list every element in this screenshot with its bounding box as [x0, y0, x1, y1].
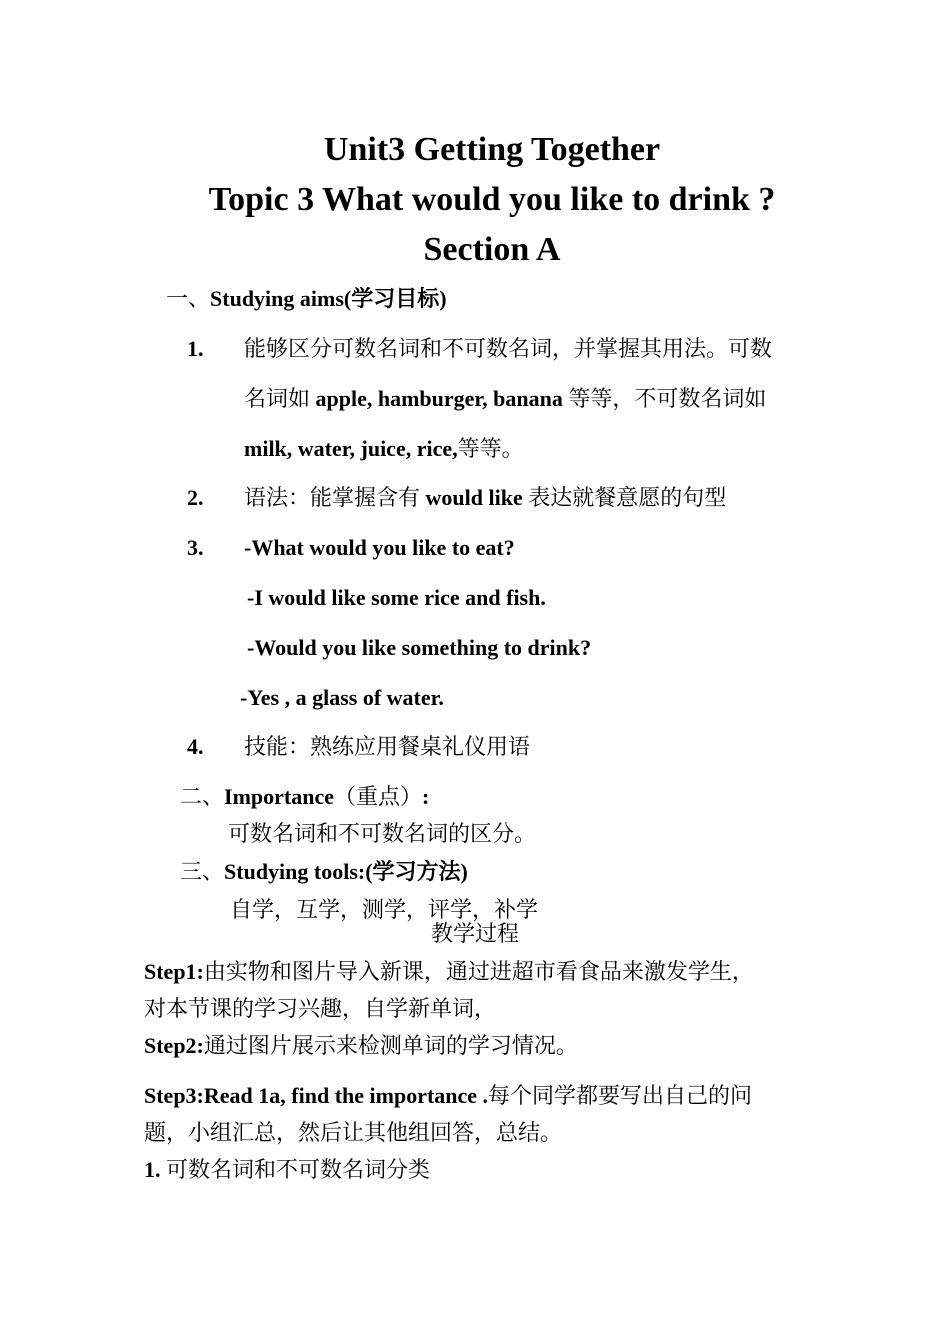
step3-line-2: 题，小组汇总，然后让其他组回答，总结。	[144, 1120, 563, 1145]
aim-1-line-3	[244, 435, 524, 463]
step3-en: Read 1a, find the importance .	[203, 1083, 489, 1108]
aim-2-text	[244, 484, 726, 512]
aims-heading-en: Studying aims	[210, 286, 344, 311]
step1-line-2: 对本节课的学习兴趣，自学新单词，	[144, 996, 497, 1021]
step3-cn: 每个同学都要写出自己的问	[488, 1083, 753, 1108]
step2-line	[144, 1032, 578, 1060]
aims-prefix: 一、	[166, 286, 211, 311]
importance-colon: :	[422, 784, 430, 809]
aims-heading-cn: (学习目标)	[343, 286, 447, 311]
aim-1-line-3-cn: 等等。	[457, 436, 524, 461]
aim-4-number: 4.	[187, 734, 204, 759]
tools-en: Studying tools:	[224, 859, 366, 884]
importance-cn: （重点）	[334, 784, 423, 809]
aim-1-number: 1.	[187, 336, 204, 361]
step3-label: Step3:	[144, 1083, 204, 1108]
aim-4-text: 技能：熟练应用餐桌礼仪用语	[244, 734, 531, 759]
step1-label: Step1:	[144, 959, 204, 984]
aim-2-would-like: would like	[425, 485, 523, 510]
importance-heading	[180, 783, 429, 811]
dialog-line-2: -I would like some rice and fish.	[247, 585, 546, 610]
dialog-line-4: -Yes , a glass of water.	[240, 685, 444, 710]
tools-prefix: 三、	[180, 859, 225, 884]
aim-1-line-2	[244, 385, 766, 413]
aim-1-line-1: 能够区分可数名词和不可数名词，并掌握其用法。可数	[244, 336, 773, 361]
tools-heading	[180, 858, 468, 886]
step1-line-1	[144, 958, 754, 986]
tools-content: 自学，互学，测学，评学，补学	[230, 897, 539, 922]
aim-1-line-2-cn2: 等等，不可数名词如	[562, 386, 767, 411]
aim-2-cn1: 语法：能掌握含有	[244, 485, 426, 510]
step1-text-1: 由实物和图片导入新课，通过进超市看食品来激发学生，	[203, 959, 754, 984]
aim-2-number: 2.	[187, 485, 204, 510]
step2-label: Step2:	[144, 1033, 204, 1058]
dialog-line-3: -Would you like something to drink?	[247, 635, 592, 660]
step3-line-1	[144, 1082, 752, 1110]
aim-1-countable-examples: apple, hamburger, banana	[315, 386, 563, 411]
sub-item-1-text: 可数名词和不可数名词分类	[166, 1157, 431, 1182]
section-title: Section A	[423, 231, 561, 268]
unit-title: Unit3 Getting Together	[323, 131, 661, 168]
process-heading: 教学过程	[430, 921, 519, 946]
step2-text: 通过图片展示来检测单词的学习情况。	[203, 1033, 578, 1058]
topic-title: Topic 3 What would you like to drink ?	[208, 181, 776, 218]
importance-content: 可数名词和不可数名词的区分。	[228, 821, 537, 846]
importance-en: Importance	[224, 784, 334, 809]
aim-1-uncountable-examples: milk, water, juice, rice,	[244, 436, 458, 461]
aim-1-line-2-cn1: 名词如	[244, 386, 316, 411]
importance-prefix: 二、	[180, 784, 225, 809]
dialog-line-1: -What would you like to eat?	[244, 535, 515, 560]
tools-cn: (学习方法)	[365, 859, 468, 884]
sub-item-1-number: 1.	[144, 1157, 161, 1182]
sub-item-1	[144, 1156, 430, 1184]
aims-heading	[166, 285, 447, 313]
aim-2-cn2: 表达就餐意愿的句型	[522, 485, 727, 510]
aim-3-number: 3.	[187, 535, 204, 560]
